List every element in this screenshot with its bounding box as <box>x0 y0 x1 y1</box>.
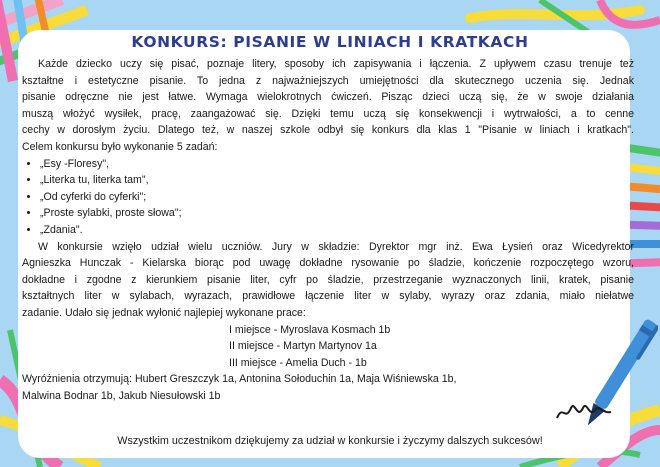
intro-line: cechy w dorosłym życiu. Dlatego też, w naszej szkole odbył się konkurs dla klas 1 "Pisanie w liniach i kratkach". <box>22 124 634 137</box>
prize-second: II miejsce - Martyn Martynov 1a <box>229 340 377 353</box>
prize-first: I miejsce - Myroslava Kosmach 1b <box>229 323 391 336</box>
task-item: • „Esy -Floresy", <box>40 156 634 173</box>
task-list <box>22 156 634 239</box>
intro-line: pisanie odręczne nie jest łatwe. Wymaga wielokrotnych ćwiczeń. Pisząc dzieci uczą się, że w swoje działania <box>22 91 634 104</box>
jury-line: dokładne i zgodne z kierunkiem pisanie liter, cyfr po śladzie, przestrzeganie wyznaczonych linii, kratek, pisanie <box>22 273 634 286</box>
prize-third: III miejsce - Amelia Duch - 1b <box>229 356 367 369</box>
intro-line: Celem konkursu było wykonanie 5 zadań: <box>22 140 218 153</box>
honors-line: Malwina Bodnar 1b, Jakub Niesułowski 1b <box>22 389 221 402</box>
honors-line: Wyróżnienia otrzymują: Hubert Greszczyk 1a, Antonina Sołoduchin 1a, Maja Wiśniewska 1b, <box>22 373 457 386</box>
page-title: KONKURS: PISANIE W LINIACH I KRATKACH <box>131 33 529 51</box>
jury-line: zadanie. Udało się jednak wyłonić najlepiej wykonane prace: <box>22 306 306 319</box>
task-item: • „Proste sylabki, proste słowa"; <box>40 205 634 222</box>
jury-line: W konkursie wzięło udział wielu uczniów. Jury w składzie: Dyrektor mgr inż. Ewa Łysień oraz Wicedyrektor <box>38 240 634 253</box>
intro-line: muszą włożyć wysiłek, pracę, zaangażować się. Dzięki temu uczą się konsekwencji i wytrwałości, a to cenne <box>22 107 634 120</box>
task-item: • „Zdania". <box>40 222 634 239</box>
intro-line: Każde dziecko uczy się pisać, poznaje litery, sposoby ich zapisywania i łączenia. Z upływem czasu trenuje też <box>38 58 634 70</box>
task-item: • „Od cyferki do cyferki"; <box>40 189 634 206</box>
jury-line: Agnieszka Hunczak - Kielarska biorąc pod uwagę dokładne rysowanie po śladzie, kończenie rozpoczętego wzoru, <box>22 257 634 270</box>
intro-line: kształtne i estetyczne pisanie. To jedna z najważniejszych umiejętności dla skutecznego uczenia się. Jednak <box>22 74 634 87</box>
task-item: • „Literka tu, literka tam", <box>40 172 634 189</box>
article-body <box>22 56 634 404</box>
jury-line: kształtnych liter w sylabach, wyrazach, prawidłowe łączenie liter w sylaby, wyrazy oraz zdania, miało niełatwe <box>22 290 634 303</box>
thanks-message: Wszystkim uczestnikom dziękujemy za udział w konkursie i życzymy dalszych sukcesów! <box>117 435 543 447</box>
